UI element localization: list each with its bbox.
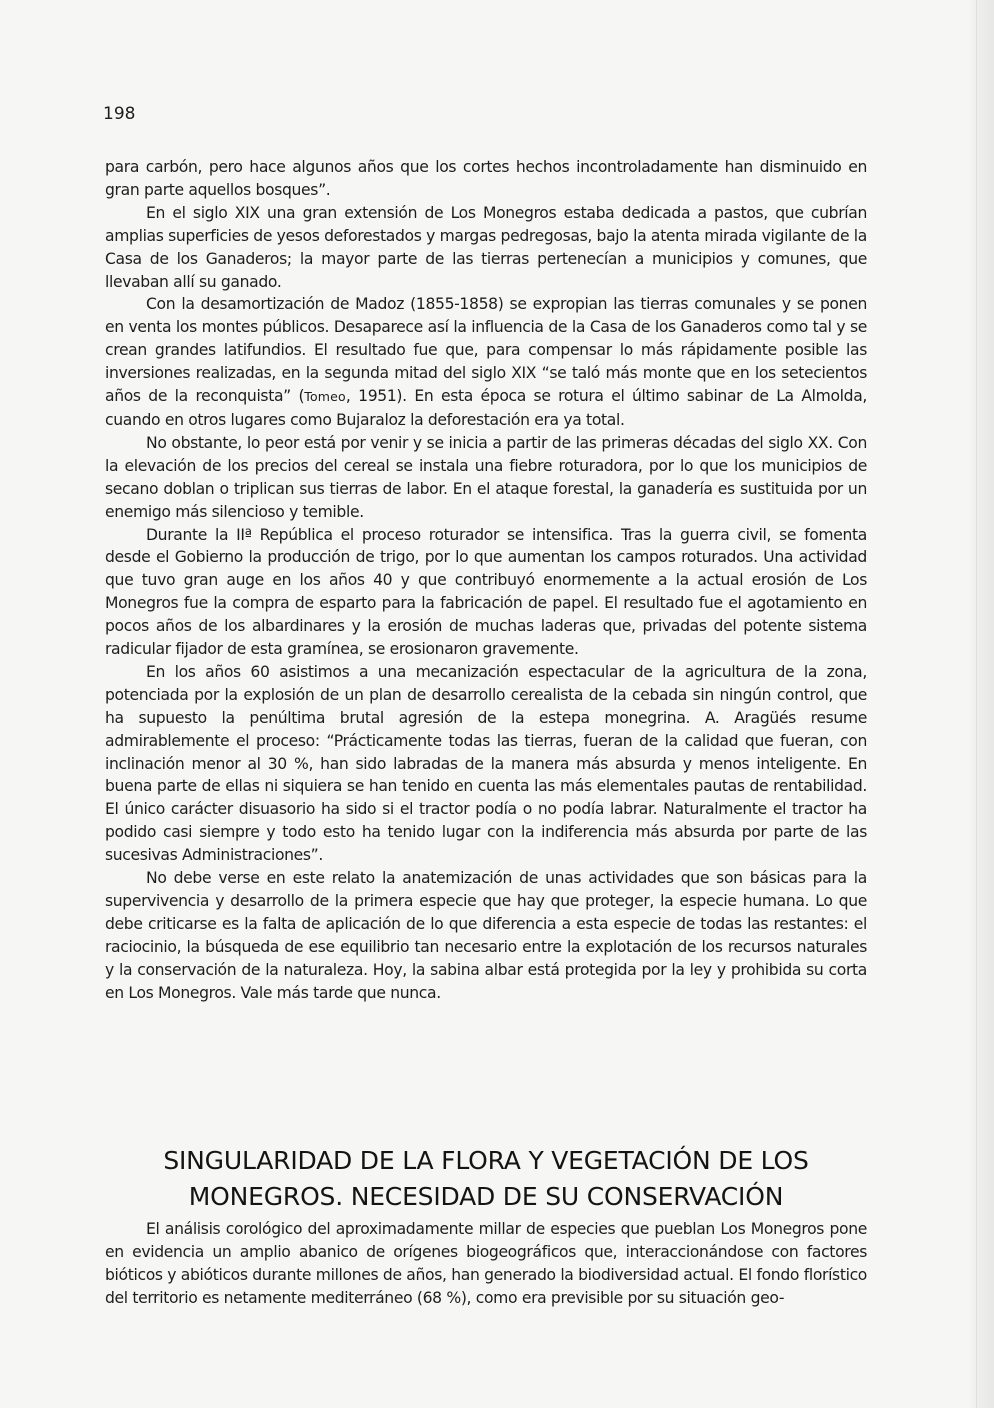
section-title-line-1: SINGULARIDAD DE LA FLORA Y VEGETACIÓN DE LOS [163,1146,809,1175]
section-body-text [105,1218,867,1310]
paragraph-1: para carbón, pero hace algunos años que los cortes hechos incontroladamente han disminuido en gran parte aquellos bosques”. [105,158,867,199]
citation-author: Tomeo [304,389,346,405]
paragraph-5: Durante la IIª República el proceso roturador se intensifica. Tras la guerra civil, se fomenta desde el Gobierno la producción de trigo, por lo que aumentan los campos roturados. Una actividad que tuvo gran auge en los años 40 y que contribuyó enormemente a la actual erosión de Los Monegros fue la compra de esparto para la fabricación de papel. El resultado fue el agotamiento en pocos años de los albardinares y la erosión de muchas laderas que, privadas del potente sistema radicular fijador de esta gramínea, se erosionaron gravemente. [105,525,867,659]
page-edge-shadow [968,0,994,1408]
paragraph-2: En el siglo XIX una gran extensión de Los Monegros estaba dedicada a pastos, que cubrían amplias superficies de yesos deforestados y margas pedregosas, bajo la atenta mirada vigilante de la Casa de los Ganaderos; la mayor parte de las tierras pertenecían a municipios y comunes, que llevaban allí su ganado. [105,203,867,291]
section-title-line-2: MONEGROS. NECESIDAD DE SU CONSERVACIÓN [188,1182,784,1211]
paragraph-3 [105,293,867,431]
section-paragraph-1: El análisis corológico del aproximadamente millar de especies que pueblan Los Monegros pone en evidencia un amplio abanico de orígenes biogeográficos que, interaccionándose con factores bióticos y abióticos durante millones de años, han generado la biodiversidad actual. El fondo florístico del territorio es netamente mediterráneo (68 %), como era previsible por su situación geo- [105,1220,867,1307]
paragraph-4: No obstante, lo peor está por venir y se inicia a partir de las primeras décadas del siglo XX. Con la elevación de los precios del cereal se instala una fiebre roturadora, por lo que los municipios de secano doblan o triplican sus tierras de labor. En el ataque forestal, la ganadería es sustituida por un enemigo más silencioso y temible. [105,433,867,521]
section-title [105,1143,867,1215]
paragraph-7: No debe verse en este relato la anatemización de unas actividades que son básicas para la supervivencia y desarrollo de la primera especie que hay que proteger, la especie humana. Lo que debe criticarse es la falta de aplicación de lo que diferencia a esta especie de todas las restantes: el raciocinio, la búsqueda de ese equilibrio tan necesario entre la explotación de los recursos naturales y la conservación de la naturaleza. Hoy, la sabina albar está protegida por la ley y prohibida su corta en Los Monegros. Vale más tarde que nunca. [105,869,867,1002]
paragraph-3-text-before: Con la desamortización de Madoz (1855-1858) se expropian las tierras comunales y se ponen en venta los montes públicos. Desaparece así la influencia de la Casa de los Ganaderos como tal y se crean grandes latifundios. El resultado fue que, para compensar lo más rápidamente posible las inversiones realizadas, en la segunda mitad del siglo XIX “se taló más monte que en los setecientos años de la reconquista” ( [105,295,867,406]
paragraph-3-text-after: , 1951). En esta época se rotura el último sabinar de La Almolda, cuando en otros lugares como Bujaraloz la deforestación era ya total. [105,387,868,429]
body-text [105,156,867,1005]
page-number: 198 [103,104,136,124]
paragraph-6: En los años 60 asistimos a una mecanización espectacular de la agricultura de la zona, potenciada por la explosión de un plan de desarrollo cerealista de la cebada sin ningún control, que ha supuesto la penúltima brutal agresión de la estepa monegrina. A. Aragüés resume admirablemente el proceso: “Prácticamente todas las tierras, fueran de la calidad que fueran, con inclinación menor al 30 %, han sido labradas de la manera más absurda y menos inteligente. En buena parte de ellas ni siquiera se han tenido en cuenta las más elementales pautas de rentabilidad. El único carácter disuasorio ha sido si el tractor podía o no podía labrar. Naturalmente el tractor ha podido casi siempre y todo esto ha tenido lugar con la indiferencia más absurda por parte de las sucesivas Administraciones”. [105,662,867,865]
